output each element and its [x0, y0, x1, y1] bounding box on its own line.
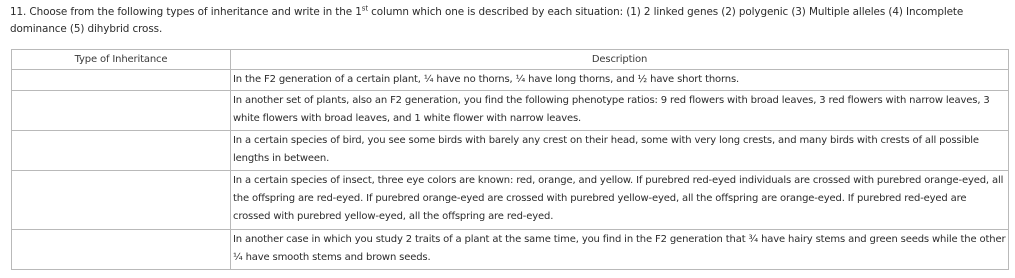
type-cell-4[interactable]: [12, 171, 231, 230]
table-header-row: [12, 50, 1009, 70]
header-description: Description: [231, 50, 1009, 70]
type-cell-2[interactable]: [12, 91, 231, 131]
question-suffix: column which one is described by each situation: (1) 2 linked genes (2) polygenic (3) Multiple alleles (4) Incomplete dominance (5) dihybrid cross.: [10, 6, 964, 35]
type-cell-3[interactable]: [12, 131, 231, 171]
table-row: [12, 131, 1009, 171]
inheritance-table: [11, 49, 1009, 270]
type-cell-1[interactable]: [12, 70, 231, 91]
description-cell-4: In a certain species of insect, three eye colors are known: red, orange, and yellow. If purebred red-eyed individuals are crossed with purebred orange-eyed, all the offspring are red-eyed. If purebred orange-eyed are crossed with purebred yellow-eyed, all the offspring are orange-eyed. If purebred red-eyed are crossed with purebred yellow-eyed, all the offspring are red-eyed.: [231, 171, 1009, 230]
table-row: [12, 91, 1009, 131]
description-cell-1: In the F2 generation of a certain plant, ¼ have no thorns, ¼ have long thorns, and ½ have short thorns.: [231, 70, 1009, 91]
table-row: [12, 70, 1009, 91]
table-row: [12, 230, 1009, 270]
type-cell-5[interactable]: [12, 230, 231, 270]
question-prefix: 11. Choose from the following types of inheritance and write in the 1: [10, 6, 362, 18]
table-row: [12, 171, 1009, 230]
ordinal-suffix: st: [361, 4, 368, 13]
header-type-of-inheritance: Type of Inheritance: [12, 50, 231, 70]
question-prompt: [10, 4, 1010, 38]
description-cell-5: In another case in which you study 2 traits of a plant at the same time, you find in the F2 generation that ¾ have hairy stems and green seeds while the other ¼ have smooth stems and brown seeds.: [231, 230, 1009, 270]
description-cell-2: In another set of plants, also an F2 generation, you find the following phenotype ratios: 9 red flowers with broad leaves, 3 red flowers with narrow leaves, 3 white flowers with broad leaves, and 1 white flower with narrow leaves.: [231, 91, 1009, 131]
description-cell-3: In a certain species of bird, you see some birds with barely any crest on their head, some with very long crests, and many birds with crests of all possible lengths in between.: [231, 131, 1009, 171]
